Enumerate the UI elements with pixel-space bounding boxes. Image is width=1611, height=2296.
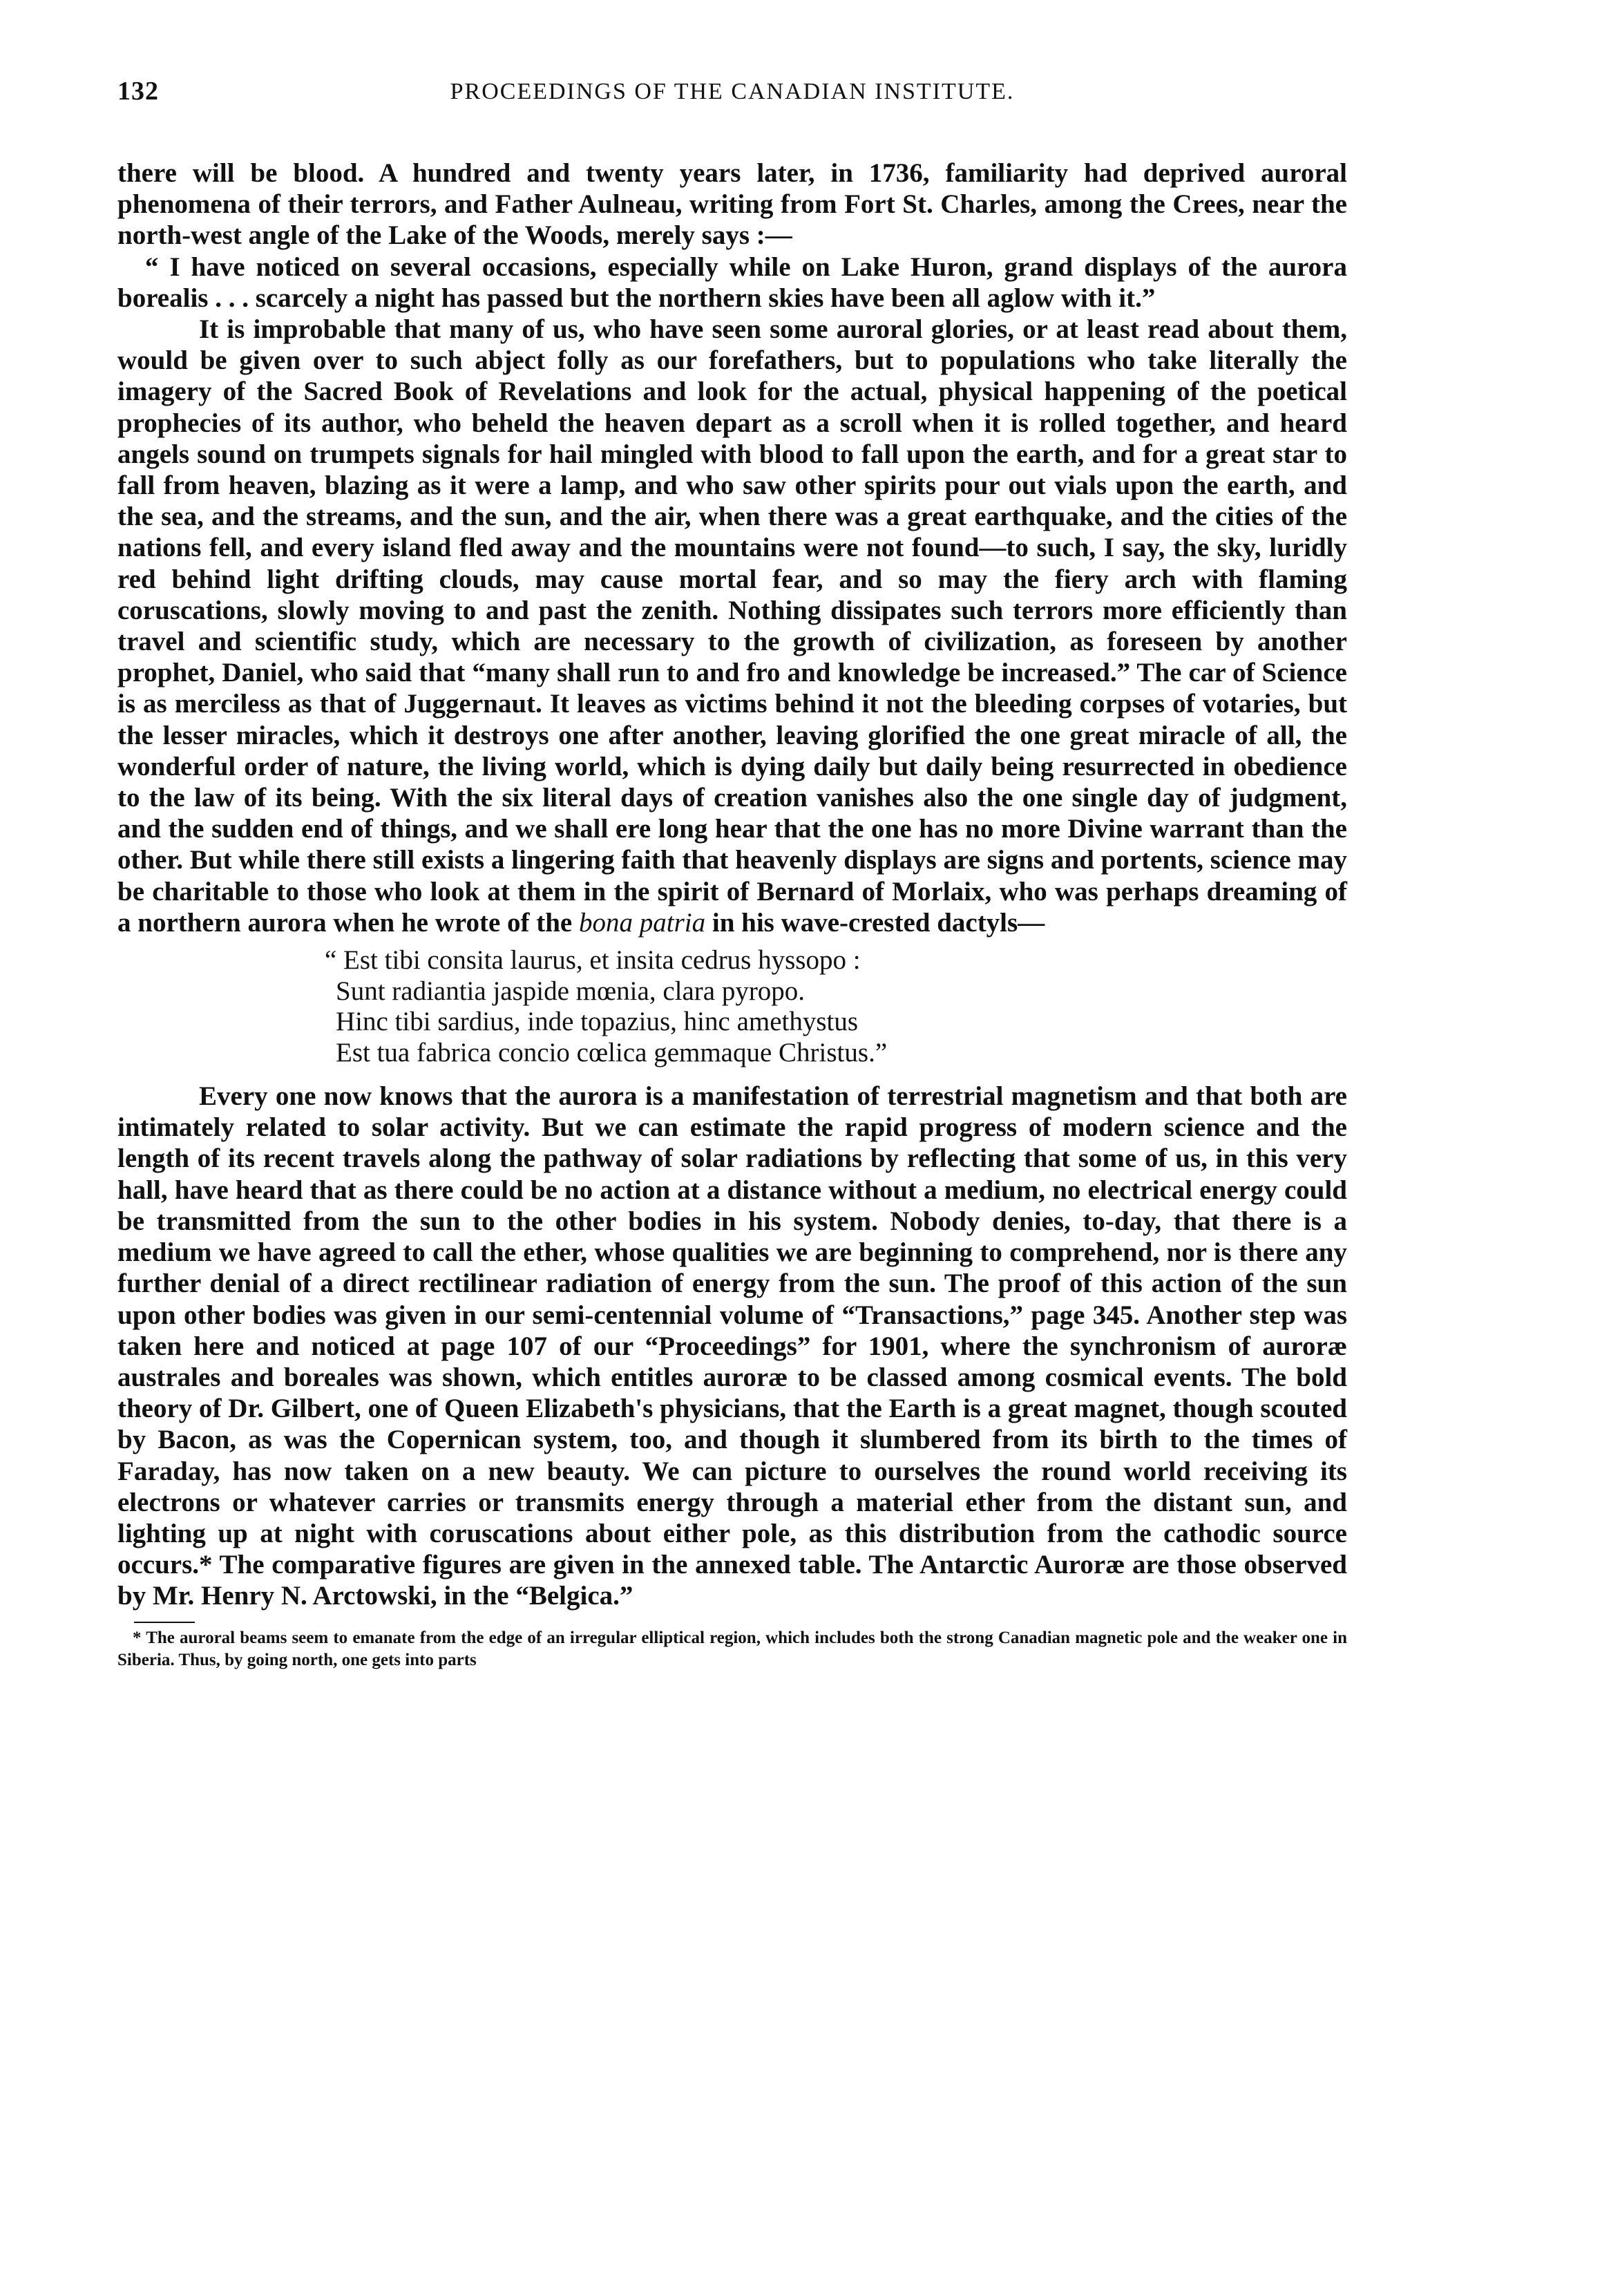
paragraph-2-text: It is improbable that many of us, who have seen some auroral glories, or at least read about them, would be given over to such abject folly as our forefathers, but to populations who take literally the imagery of the Sacred Book of Revelations and look for the actual, physical happening of the poetical prophecies of its author, who beheld the heaven depart as a scroll when it is rolled together, and heard angels sound on trumpets signals for hail mingled with blood to fall upon the earth, and for a great star to fall from heaven, blazing as it were a lamp, and who saw other spirits pour out vials upon the earth, and the sea, and the streams, and the sun, and the air, when there was a great earthquake, and the cities of the nations fell, and every island fled away and the mountains were not found—to such, I say, the sky, luridly red behind light drifting clouds, may cause mortal fear, and so may the fiery arch with flaming coruscations, slowly moving to and past the zenith. Nothing dissipates such terrors more efficiently than travel and scientific study, which are necessary to the growth of civilization, as foreseen by another prophet, Daniel, who said that “many shall run to and fro and knowledge be increased.” The car of Science is as merciless as that of Juggernaut. It leaves as victims behind it not the bleeding corpses of votaries, but the lesser miracles, which it destroys one after another, leaving glorified the one great miracle of all, the wonderful order of nature, the living world, which is dying daily but daily being resurrected in obedience to the law of its being. With the six literal days of creation vanishes also the one single day of judgment, and the sudden end of things, and we shall ere long hear that the one has no more Divine warrant than the other. But while there still exists a lingering faith that heavenly displays are signs and portents, science may be charitable to those who look at them in the spirit of Bernard of Morlaix, who was perhaps dreaming of a northern aurora when he wrote of the bbox=[117, 314, 1347, 938]
latin-verse bbox=[325, 945, 1347, 1068]
verse-line: Hinc tibi sardius, inde topazius, hinc amethystus bbox=[336, 1007, 859, 1037]
verse-line: Sunt radiantia jaspide mœnia, clara pyropo. bbox=[336, 976, 806, 1006]
paragraph-3: Every one now knows that the aurora is a manifestation of terrestrial magnetism and that both are intimately related to solar activity. But we can estimate the rapid progress of modern science and the length of its recent travels along the pathway of solar radiations by reflecting that some of us, in this very hall, have heard that as there could be no action at a distance without a medium, no electrical energy could be transmitted from the sun to the other bodies in his system. Nobody denies, to-day, that there is a medium we have agreed to call the ether, whose qualities we are beginning to comprehend, nor is there any further denial of a direct rectilinear radiation of energy from the sun. The proof of this action of the sun upon other bodies was given in our semi-centennial volume of “Transactions,” page 345. Another step was taken here and noticed at page 107 of our “Proceedings” for 1901, where the synchronism of auroræ australes and boreales was shown, which entitles auroræ to be classed among cosmical events. The bold theory of Dr. Gilbert, one of Queen Elizabeth's physicians, that the Earth is a great magnet, though scouted by Bacon, as was the Copernican system, too, and though it slumbered from its birth to the times of Faraday, has now taken on a new beauty. We can picture to ourselves the round world receiving its electrons or whatever carries or transmits energy through a material ether from the distant sun, and lighting up at night with coruscations about either pole, as this distribution from the cathodic source occurs.* The comparative figures are given in the annexed table. The Antarctic Auroræ are those observed by Mr. Henry N. Arctowski, in the “Belgica.” bbox=[117, 1081, 1347, 1611]
body-text bbox=[117, 158, 1347, 1612]
italic-phrase: bona patria bbox=[579, 907, 706, 938]
page-number: 132 bbox=[117, 77, 159, 106]
paragraph-2-end: in his wave-crested dactyls— bbox=[705, 907, 1045, 938]
block-quote: “ I have noticed on several occasions, especially while on Lake Huron, grand displays of the aurora borealis . . . scarcely a night has passed but the northern skies have been all aglow with it.” bbox=[117, 252, 1347, 313]
footnote-rule bbox=[134, 1622, 195, 1623]
page bbox=[117, 76, 1347, 1671]
footnote bbox=[117, 1627, 1347, 1671]
footnote-text: * The auroral beams seem to emanate from the edge of an irregular elliptical region, which includes both the strong Canadian magnetic pole and the weaker one in Siberia. Thus, by going north, one gets into parts bbox=[117, 1628, 1347, 1669]
page-header bbox=[117, 76, 1347, 117]
paragraph-1: there will be blood. A hundred and twenty years later, in 1736, familiarity had deprived auroral phenomena of their terrors, and Father Aulneau, writing from Fort St. Charles, among the Crees, near the north-west angle of the Lake of the Woods, merely says :— bbox=[117, 158, 1347, 251]
verse-line: “ Est tibi consita laurus, et insita cedrus hyssopo : bbox=[325, 945, 861, 976]
paragraph-2 bbox=[117, 314, 1347, 938]
running-head: PROCEEDINGS OF THE CANADIAN INSTITUTE. bbox=[450, 79, 1015, 104]
verse-line: Est tua fabrica concio cœlica gemmaque Christus.” bbox=[336, 1037, 888, 1068]
